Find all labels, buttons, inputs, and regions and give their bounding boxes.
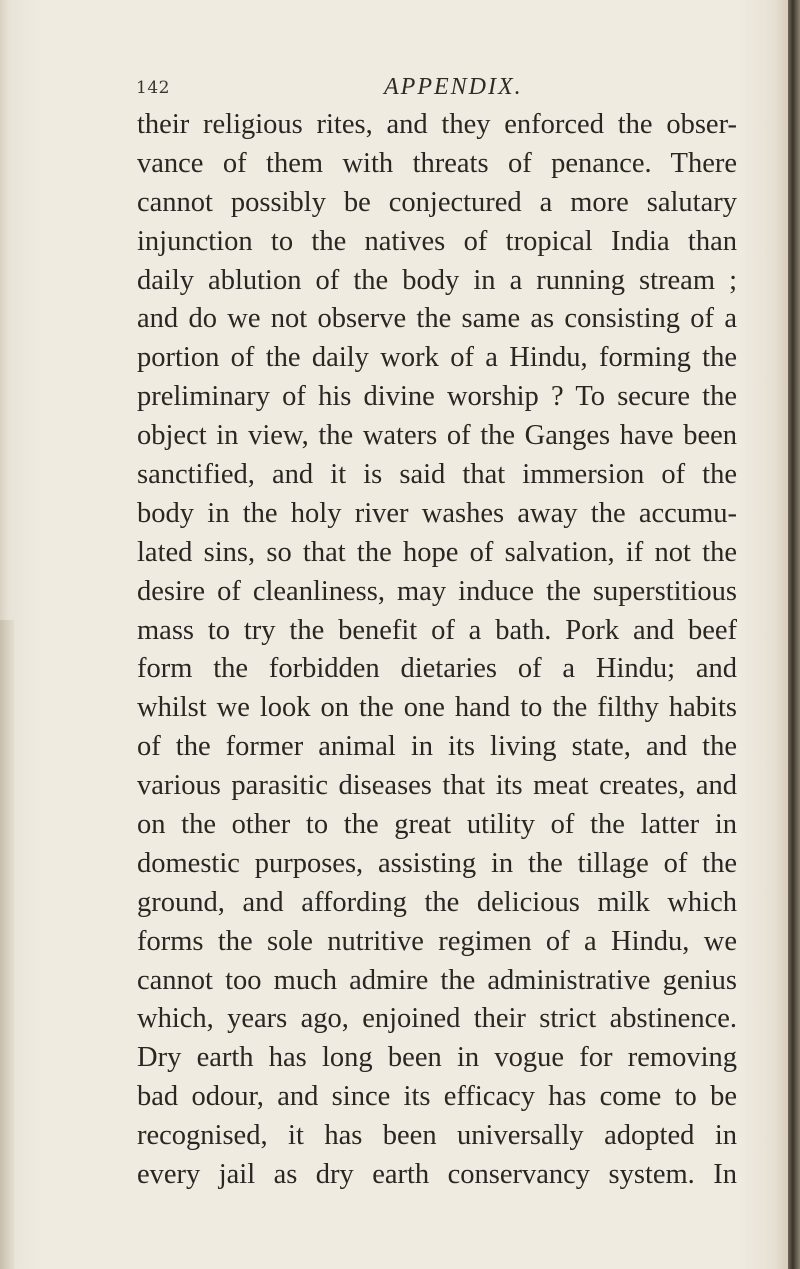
page-number: 142 [136, 78, 170, 98]
text-line: Dry earth has long been in vogue for removing [137, 1042, 737, 1074]
text-line: daily ablution of the body in a running stream ; [137, 264, 737, 296]
text-line: injunction to the natives of tropical India than [137, 225, 737, 257]
text-line: recognised, it has been universally adopted in [137, 1120, 737, 1152]
text-line: various parasitic diseases that its meat creates, and [137, 770, 737, 802]
text-line: lated sins, so that the hope of salvation, if not the [137, 536, 737, 568]
text-line: on the other to the great utility of the latter in [137, 809, 737, 841]
text-line: ground, and affording the delicious milk which [137, 886, 737, 918]
text-line: forms the sole nutritive regimen of a Hindu, we [137, 925, 737, 957]
text-line: desire of cleanliness, may induce the superstitious [137, 575, 737, 607]
body-text [137, 106, 737, 1195]
page-header [136, 74, 720, 108]
text-line: form the forbidden dietaries of a Hindu; and [137, 653, 737, 685]
page-right-edge-binding [788, 0, 800, 1269]
text-line: mass to try the benefit of a bath. Pork and beef [137, 614, 737, 646]
text-line: and do we not observe the same as consisting of a [137, 303, 737, 335]
text-line: domestic purposes, assisting in the tillage of the [137, 847, 737, 879]
text-line: portion of the daily work of a Hindu, forming the [137, 342, 737, 374]
running-head: APPENDIX. [384, 74, 523, 100]
text-line: which, years ago, enjoined their strict abstinence. [137, 1003, 737, 1035]
text-line: bad odour, and since its efficacy has come to be [137, 1081, 737, 1113]
text-line: whilst we look on the one hand to the filthy habits [137, 692, 737, 724]
text-line: cannot too much admire the administrative genius [137, 964, 737, 996]
text-line: vance of them with threats of penance. There [137, 147, 737, 179]
text-line: of the former animal in its living state, and the [137, 731, 737, 763]
text-line: object in view, the waters of the Ganges have been [137, 420, 737, 452]
page-left-edge-shadow [0, 620, 14, 1269]
text-line: body in the holy river washes away the accumu- [137, 497, 737, 529]
text-line: sanctified, and it is said that immersion of the [137, 459, 737, 491]
text-line: every jail as dry earth conservancy system. In [137, 1159, 737, 1191]
text-line: their religious rites, and they enforced the obser- [137, 109, 737, 140]
text-line: cannot possibly be conjectured a more salutary [137, 186, 737, 218]
text-line: preliminary of his divine worship ? To secure the [137, 381, 737, 413]
